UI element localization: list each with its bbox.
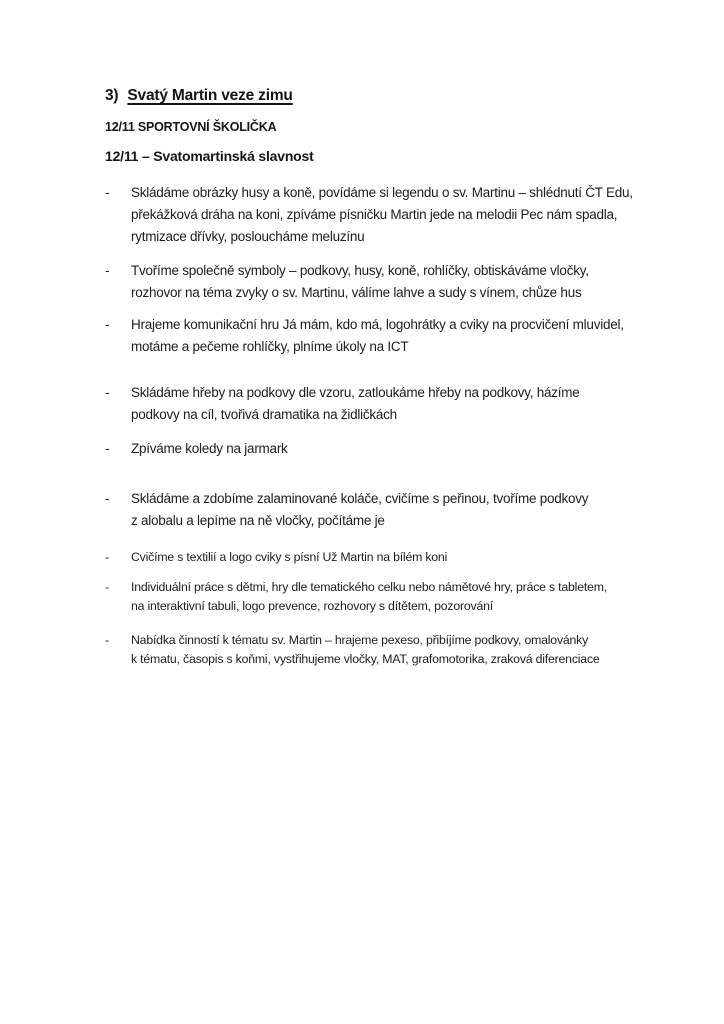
list-item-line: rytmizace dřívky, posloucháme meluzínu xyxy=(131,229,365,244)
list-item-text xyxy=(131,314,684,358)
list-item-text xyxy=(131,548,684,567)
list-item-line: rozhovor na téma zvyky o sv. Martinu, válíme lahve a sudy s vínem, chůze hus xyxy=(131,285,582,300)
bullet-marker: - xyxy=(105,317,110,332)
bullet-marker: - xyxy=(105,385,110,400)
list-item-line: Nabídka činností k tématu sv. Martin – hrajeme pexeso, přibíjíme podkovy, omalovánky xyxy=(131,633,589,647)
list-item-line: Individuální práce s dětmi, hry dle tematického celku nebo námětové hry, práce s tabletem, xyxy=(131,580,607,594)
list-item xyxy=(105,631,684,669)
bullet-marker: - xyxy=(105,185,110,200)
list-item-text xyxy=(131,631,684,669)
bullet-list xyxy=(105,182,684,669)
list-item-line: překážková dráha na koni, zpíváme písničku Martin jede na melodii Pec nám spadla, xyxy=(131,207,618,222)
heading xyxy=(105,86,684,106)
list-item-line: motáme a pečeme rohlíčky, plníme úkoly na ICT xyxy=(131,339,409,354)
list-item xyxy=(105,314,684,358)
list-item xyxy=(105,182,684,248)
subheading-sportovni-skolicka: 12/11 SPORTOVNÍ ŠKOLIČKA xyxy=(105,120,277,134)
list-item-line: Cvičíme s textilií a logo cviky s písní Už Martin na bílém koni xyxy=(131,550,448,564)
list-item xyxy=(105,578,684,616)
list-item-text xyxy=(131,438,684,460)
list-item xyxy=(105,260,684,304)
list-item-text xyxy=(131,382,684,426)
list-item-line: na interaktivní tabuli, logo prevence, rozhovory s dítětem, pozorování xyxy=(131,599,493,613)
list-item-line: Hrajeme komunikační hru Já mám, kdo má, logohrátky a cviky na procvičení mluvidel, xyxy=(131,317,624,332)
heading-title: Svatý Martin veze zimu xyxy=(127,87,293,104)
list-item xyxy=(105,382,684,426)
list-item-line: k tématu, časopis s koňmi, vystřihujeme vločky, MAT, grafomotorika, zraková diferenciace xyxy=(131,652,600,666)
bullet-marker: - xyxy=(105,263,110,278)
bullet-marker: - xyxy=(105,580,109,594)
list-item-line: z alobalu a lepíme na ně vločky, počítáme je xyxy=(131,513,385,528)
list-item-line: Skládáme hřeby na podkovy dle vzoru, zatloukáme hřeby na podkovy, házíme xyxy=(131,385,580,400)
heading-number: 3) xyxy=(105,87,119,104)
list-item-text xyxy=(131,578,684,616)
list-item-text xyxy=(131,488,684,532)
list-item-text xyxy=(131,182,684,248)
bullet-marker: - xyxy=(105,550,109,564)
list-item xyxy=(105,548,684,567)
list-item-text xyxy=(131,260,684,304)
subheading-svatomartinska-slavnost: 12/11 – Svatomartinská slavnost xyxy=(105,148,314,164)
list-item xyxy=(105,488,684,532)
list-item-line: Zpíváme koledy na jarmark xyxy=(131,441,288,456)
list-item-line: Skládáme obrázky husy a koně, povídáme si legendu o sv. Martinu – shlédnutí ČT Edu, xyxy=(131,185,633,200)
bullet-marker: - xyxy=(105,633,109,647)
bullet-marker: - xyxy=(105,441,110,456)
list-item xyxy=(105,438,684,460)
list-item-line: Tvoříme společně symboly – podkovy, husy, koně, rohlíčky, obtiskáváme vločky, xyxy=(131,263,589,278)
list-item-line: Skládáme a zdobíme zalaminované koláče, cvičíme s peřinou, tvoříme podkovy xyxy=(131,491,589,506)
list-item-line: podkovy na cíl, tvořivá dramatika na židličkách xyxy=(131,407,397,422)
bullet-marker: - xyxy=(105,491,110,506)
